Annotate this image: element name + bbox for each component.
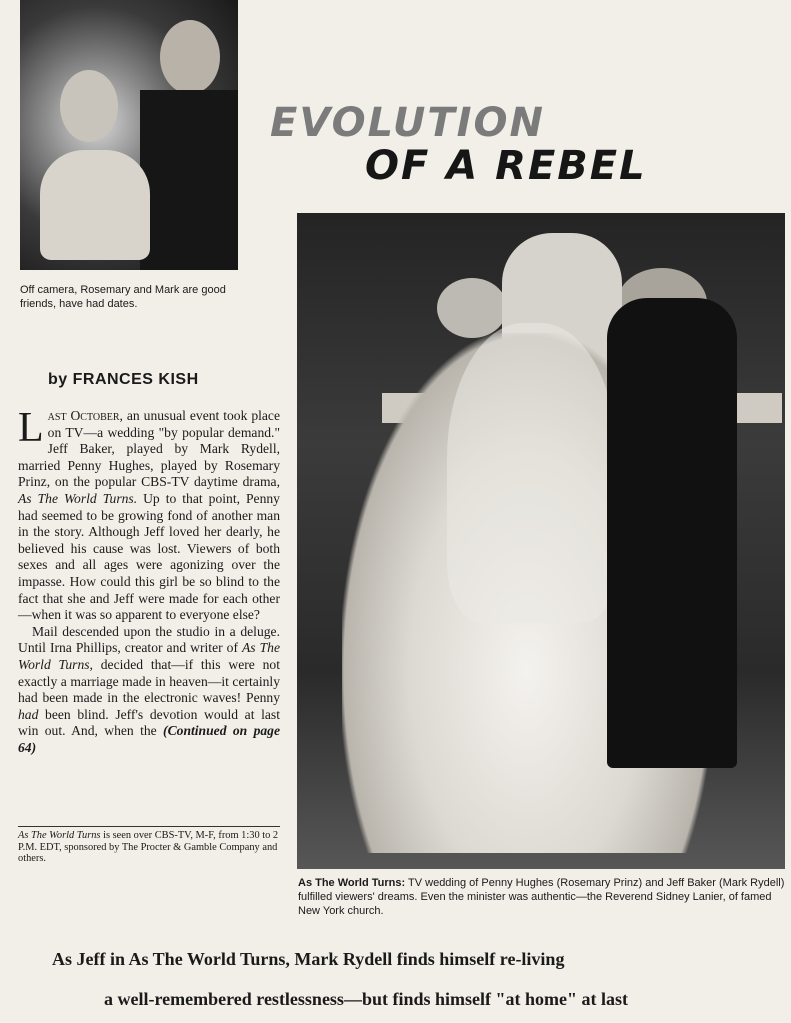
deck-line-1: As Jeff in As The World Turns, Mark Rydell finds himself re-living <box>52 949 565 969</box>
footnote-show: As The World Turns <box>18 830 101 841</box>
photo-figure <box>60 70 118 142</box>
footnote-divider <box>18 826 280 827</box>
article-paragraph <box>18 624 280 757</box>
photo-caption-top: Off camera, Rosemary and Mark are good friends, have had dates. <box>20 284 226 310</box>
caption-text: TV wedding of Penny Hughes (Rosemary Prinz) and Jeff Baker (Mark Rydell) fulfilled viewers' dreams. Even the minister was authentic—the Reverend Sidney Lanier, of famed New York church. <box>298 877 785 917</box>
caption-lead: As The World Turns: <box>298 877 406 889</box>
drop-cap: L <box>18 405 44 451</box>
byline: by FRANCES KISH <box>48 371 199 388</box>
deck-line-2: a well-remembered restlessness—but finds himself "at home" at last <box>104 989 628 1009</box>
article-text: Mail descended upon the studio in a deluge. Until Irna Phillips, creator and writer of <box>18 623 280 656</box>
photo-couple-portrait <box>20 0 238 270</box>
photo-wedding-scene <box>297 213 785 869</box>
footnote <box>18 830 280 865</box>
article-text: decided that—if this were not exactly a marriage made in heaven—it certainly had been made in the electronic waves! Penny <box>18 656 280 706</box>
photo-figure <box>447 323 617 623</box>
photo-caption-main <box>298 876 788 918</box>
article-body <box>18 405 281 756</box>
lead-in: ast October, <box>47 408 123 423</box>
photo-figure <box>140 90 238 270</box>
article-text: Up to that point, Penny had seemed to be growing fond of another man in the story. Although Jeff loved her dearly, he believed his cause was lost. Viewers of both sexes and all ages were agonizing over the impasse. How could this girl be so blind to the fact that she and Jeff were made for each other—when it was so apparent to everyone else? <box>18 490 280 623</box>
headline-line-2: OF A REBEL <box>365 143 647 189</box>
show-title: As The World Turns. <box>18 490 138 506</box>
continued-note: (Continued on page 64) <box>18 723 280 755</box>
headline-line-1: EVOLUTION <box>270 100 546 146</box>
photo-figure <box>40 150 150 260</box>
article-text: an unusual event took place on TV—a wedding "by popular demand." Jeff Baker, played by Mark Rydell, married Penny Hughes, played by Rosemary Prinz, on the popular CBS-TV daytime drama, <box>18 408 281 490</box>
article-text: been blind. Jeff's devotion would at last win out. And, when the <box>18 706 280 739</box>
emphasis: had <box>18 706 39 722</box>
photo-figure <box>607 298 737 768</box>
footnote-text: is seen over CBS-TV, M-F, from 1:30 to 2 P.M. EDT, sponsored by The Procter & Gamble Company and others. <box>18 830 279 865</box>
photo-figure <box>160 20 220 94</box>
show-title: As The World Turns, <box>18 640 280 672</box>
photo-figure <box>437 278 507 338</box>
article-paragraph <box>18 405 281 624</box>
